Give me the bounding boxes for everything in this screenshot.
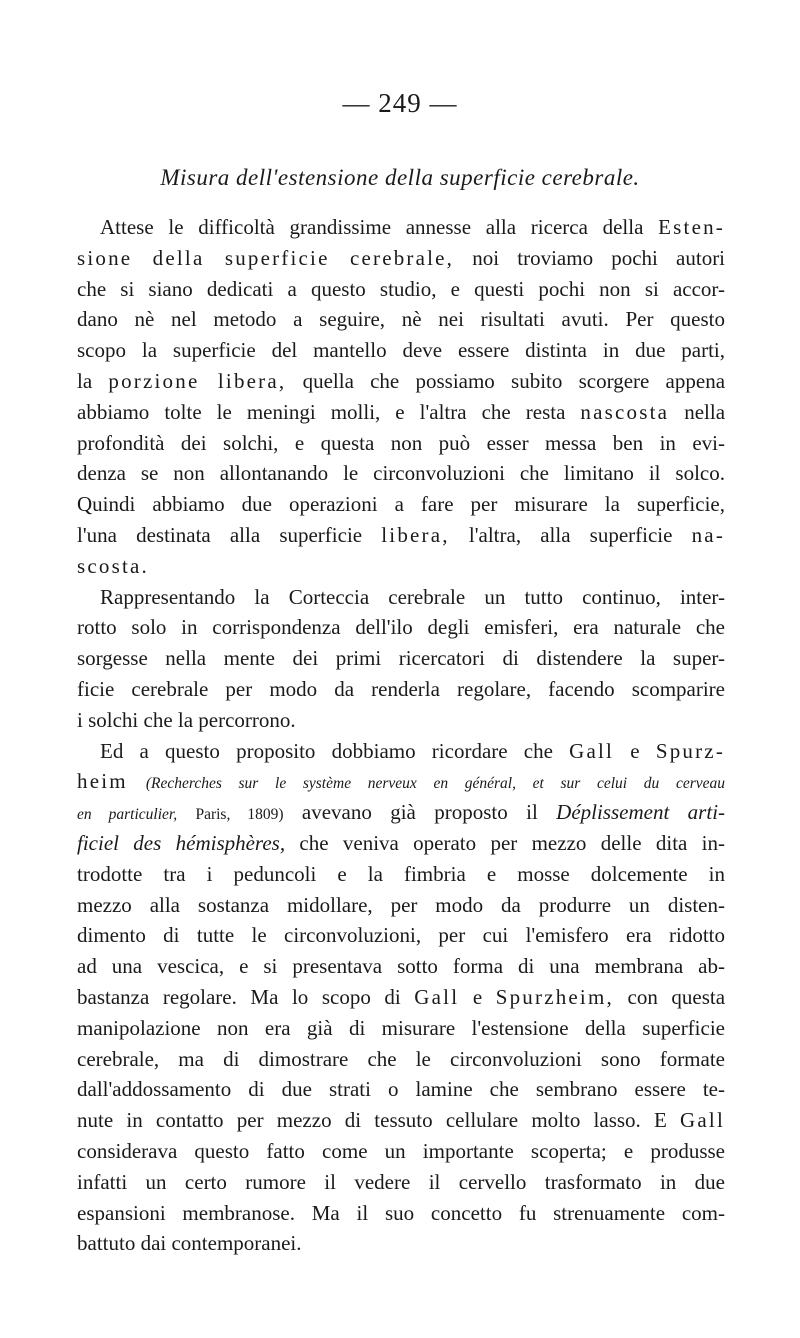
text-line: espansioni membranose. Ma il suo concetto fu strenuamente com- bbox=[77, 1200, 725, 1225]
text-line: heim (Recherches sur le système nerveux en général, et sur celui du cerveau bbox=[77, 769, 726, 794]
text-line: en particulier, Paris, 1809) avevano già proposto il Déplissement arti- bbox=[77, 800, 726, 825]
text-line: battuto dai contemporanei. bbox=[77, 1231, 302, 1256]
text-line: che si siano dedicati a questo studio, e questi pochi non si accor- bbox=[77, 276, 725, 301]
text-line: abbiamo tolte le meningi molli, e l'altra che resta nascosta nella bbox=[77, 399, 726, 424]
text-line: ficiel des hémisphères, che veniva operato per mezzo delle dita in- bbox=[77, 830, 725, 855]
text-line: dano nè nel metodo a seguire, nè nei risultati avuti. Per questo bbox=[77, 307, 725, 332]
text-line: sorgesse nella mente dei primi ricercatori di distendere la super- bbox=[77, 646, 725, 671]
text-line: scosta. bbox=[77, 553, 149, 578]
text-line: ad una vescica, e si presentava sotto forma di una membrana ab- bbox=[77, 954, 725, 979]
text-line: dimento di tutte le circonvoluzioni, per cui l'emisfero era ridotto bbox=[77, 923, 725, 948]
text-line: manipolazione non era già di misurare l'estensione della superficie bbox=[77, 1015, 725, 1040]
text-line: Rappresentando la Corteccia cerebrale un tutto continuo, inter- bbox=[100, 584, 725, 609]
section-title: Misura dell'estensione della superficie cerebrale. bbox=[160, 165, 640, 190]
text-line: cerebrale, ma di dimostrare che le circonvoluzioni sono formate bbox=[77, 1046, 725, 1071]
text-line: profondità dei solchi, e questa non può esser messa ben in evi- bbox=[77, 430, 725, 455]
text-line: Quindi abbiamo due operazioni a fare per misurare la superficie, bbox=[77, 492, 725, 517]
text-line: infatti un certo rumore il vedere il cervello trasformato in due bbox=[77, 1169, 725, 1194]
text-line: sione della superficie cerebrale, noi troviamo pochi autori bbox=[77, 245, 726, 270]
text-line: Attese le difficoltà grandissime annesse alla ricerca della Esten- bbox=[100, 215, 726, 239]
text-line: nute in contatto per mezzo di tessuto cellulare molto lasso. E Gall bbox=[77, 1108, 726, 1133]
text-line: scopo la superficie del mantello deve essere distinta in due parti, bbox=[77, 338, 725, 363]
text-line: denza se non allontanando le circonvoluzioni che limitano il solco. bbox=[77, 461, 725, 486]
text-line: mezzo alla sostanza midollare, per modo da produrre un disten- bbox=[77, 892, 725, 917]
text-line: i solchi che la percorrono. bbox=[77, 707, 296, 732]
text-line: dall'addossamento di due strati o lamine che sembrano essere te- bbox=[77, 1077, 725, 1102]
text-line: bastanza regolare. Ma lo scopo di Gall e Spurzheim, con questa bbox=[77, 984, 726, 1009]
text-line: Ed a questo proposito dobbiamo ricordare che Gall e Spurz- bbox=[100, 738, 726, 763]
text-line: ficie cerebrale per modo da renderla regolare, facendo scomparire bbox=[77, 676, 725, 701]
page-number: — 249 — bbox=[342, 88, 458, 118]
body-text bbox=[77, 212, 725, 1259]
text-line: considerava questo fatto come un importante scoperta; e produsse bbox=[77, 1138, 725, 1163]
text-line: rotto solo in corrispondenza dell'ilo degli emisferi, era naturale che bbox=[77, 615, 725, 640]
text-line: trodotte tra i peduncoli e la fimbria e mosse dolcemente in bbox=[77, 861, 725, 886]
text-line: l'una destinata alla superficie libera, l'altra, alla superficie na- bbox=[77, 522, 726, 547]
text-line: la porzione libera, quella che possiamo subito scorgere appena bbox=[77, 368, 726, 393]
